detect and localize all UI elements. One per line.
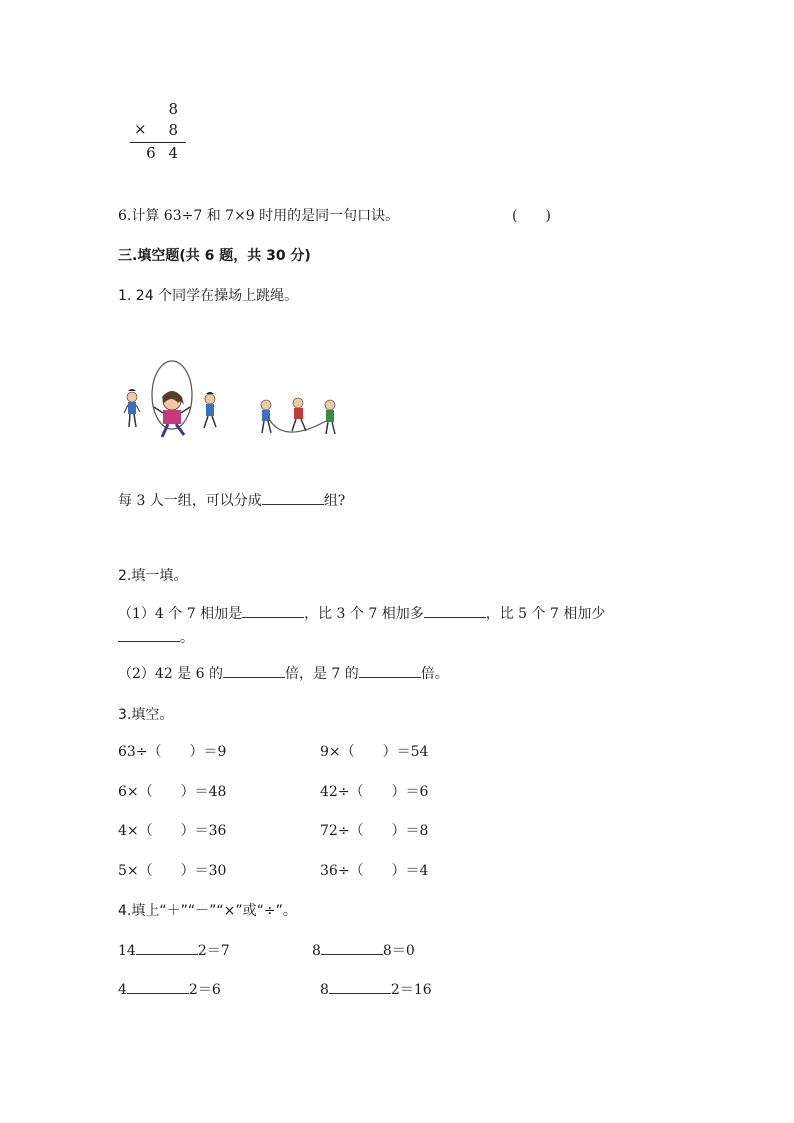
q4-r1-l-b: 2＝7 <box>197 943 230 959</box>
q3-r4-left[interactable]: 5×（ ）＝30 <box>118 863 227 879</box>
q1-answer-blank[interactable] <box>262 490 324 505</box>
q4-r2-left <box>118 979 221 999</box>
q2-p1-blank-3[interactable] <box>118 627 180 642</box>
q2-p1-text-c: ，比 5 个 7 相加少 <box>485 606 606 622</box>
vm-times-sign: × <box>134 120 147 138</box>
vm-top-number: 8 <box>168 100 182 118</box>
q4-r2-l-blank[interactable] <box>127 979 189 994</box>
q3-r3-left[interactable]: 4×（ ）＝36 <box>118 823 227 839</box>
q2-part2 <box>118 663 449 683</box>
q2-p1-blank-2[interactable] <box>424 603 486 618</box>
q2-p2-text-a: （2）42 是 6 的 <box>118 666 223 682</box>
q2-p1-text-a: （1）4 个 7 相加是 <box>118 606 243 622</box>
q2-title: 2.填一填。 <box>118 568 188 584</box>
q4-r1-l-blank[interactable] <box>136 940 198 955</box>
q2-part1 <box>118 603 605 623</box>
q3-r2-left[interactable]: 6×（ ）＝48 <box>118 784 227 800</box>
child-figure-1 <box>124 389 140 427</box>
q2-p1-text-d: 。 <box>180 630 194 646</box>
q4-r2-right <box>320 979 432 999</box>
vertical-multiplication <box>128 100 190 162</box>
jump-rope-illustration <box>118 355 358 445</box>
q3-r2-right[interactable]: 42÷（ ）＝6 <box>320 784 429 800</box>
q2-part1-cont <box>118 627 194 647</box>
q2-p2-text-b: 倍，是 7 的 <box>284 666 359 682</box>
child-figure-2 <box>204 392 216 428</box>
section-title: 三.填空题(共 6 题，共 30 分) <box>118 248 311 264</box>
q4-r1-l-a: 14 <box>118 943 136 959</box>
child-figure-jumping <box>152 361 192 437</box>
q2-p1-blank-1[interactable] <box>242 603 304 618</box>
q6-text: 6.计算 63÷7 和 7×9 时用的是同一句口诀。 <box>118 208 400 224</box>
q3-r4-right[interactable]: 36÷（ ）＝4 <box>320 863 429 879</box>
q3-r1-right[interactable]: 9×（ ）＝54 <box>320 744 429 760</box>
q2-p2-blank-2[interactable] <box>359 663 421 678</box>
child-figure-3 <box>261 400 271 433</box>
q3-r1-left[interactable]: 63÷（ ）＝9 <box>118 744 227 760</box>
q1-text-before: 每 3 人一组，可以分成 <box>118 493 262 509</box>
rope-line <box>268 417 326 432</box>
q1-title: 1. 24 个同学在操场上跳绳。 <box>118 288 299 304</box>
q4-r1-right <box>312 940 415 960</box>
q1-text-after: 组? <box>323 493 346 509</box>
q4-r2-l-a: 4 <box>118 982 127 998</box>
vm-result: 6 4 <box>146 144 182 162</box>
q2-p1-text-b: ，比 3 个 7 相加多 <box>304 606 424 622</box>
q4-r1-left <box>118 940 230 960</box>
q4-r2-r-b: 2＝16 <box>390 982 432 998</box>
q4-r2-r-blank[interactable] <box>329 979 391 994</box>
q2-p2-blank-1[interactable] <box>223 663 285 678</box>
q6-answer-bracket[interactable]: ( ) <box>512 208 551 224</box>
q4-r1-r-blank[interactable] <box>321 940 383 955</box>
q3-title: 3.填空。 <box>118 707 174 723</box>
vm-underline <box>130 142 186 143</box>
q2-p2-text-c: 倍。 <box>420 666 449 682</box>
q3-r3-right[interactable]: 72÷（ ）＝8 <box>320 823 429 839</box>
q4-r2-l-b: 2＝6 <box>188 982 221 998</box>
q4-r2-r-a: 8 <box>320 982 329 998</box>
q4-r1-r-b: 8＝0 <box>382 943 415 959</box>
child-figure-4 <box>292 398 306 431</box>
vm-bottom-number: 8 <box>168 121 182 139</box>
q1-question <box>118 490 345 510</box>
q4-title: 4.填上“＋”“－”“×”或“÷”。 <box>118 903 297 919</box>
child-figure-5 <box>325 400 335 434</box>
q4-r1-r-a: 8 <box>312 943 321 959</box>
